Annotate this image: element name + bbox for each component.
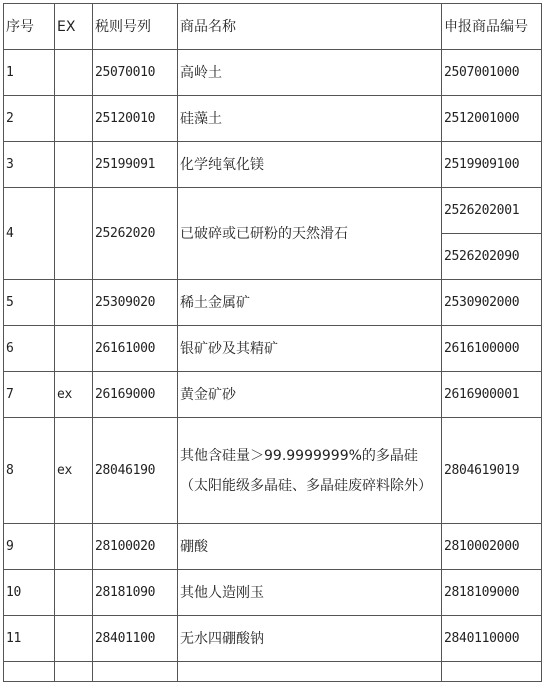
- table-row: [4, 142, 542, 188]
- row-tariff: 28046190: [93, 418, 178, 524]
- row-code: 2616900001: [442, 372, 542, 418]
- row-ex: [55, 570, 93, 616]
- table-row: [4, 188, 542, 280]
- row-code: 2530902000: [442, 280, 542, 326]
- table-row: [4, 524, 542, 570]
- row-tariff: 26161000: [93, 326, 178, 372]
- table-row: [4, 570, 542, 616]
- row-name: 其他含硅量＞99.9999999%的多晶硅（太阳能级多晶硅、多晶硅废碎料除外）: [178, 418, 442, 524]
- row-name: 化学纯氧化镁: [178, 142, 442, 188]
- row-name: 已破碎或已研粉的天然滑石: [178, 188, 442, 280]
- row-code: 2526202001: [444, 203, 520, 218]
- row-tariff: 25309020: [93, 280, 178, 326]
- row-ex: ex: [55, 418, 93, 524]
- row-ex: [55, 326, 93, 372]
- row-name: 黄金矿砂: [178, 372, 442, 418]
- row-seq: 2: [4, 96, 55, 142]
- row-name: 硼酸: [178, 524, 442, 570]
- table-row: [4, 418, 542, 524]
- row-seq: 5: [4, 280, 55, 326]
- row-seq: 3: [4, 142, 55, 188]
- row-seq: 4: [4, 188, 55, 280]
- header-tariff: 税则号列: [93, 4, 178, 50]
- row-seq: 6: [4, 326, 55, 372]
- row-ex: [55, 280, 93, 326]
- row-code: 2519909100: [442, 142, 542, 188]
- row-code: 2526202090: [442, 233, 541, 279]
- row-code: 2507001000: [442, 50, 542, 96]
- row-ex: [55, 142, 93, 188]
- row-tariff: 26169000: [93, 372, 178, 418]
- row-code-split: [442, 188, 542, 280]
- row-ex: [55, 96, 93, 142]
- row-name: 硅藻土: [178, 96, 442, 142]
- row-name: 高岭土: [178, 50, 442, 96]
- table-row: [4, 326, 542, 372]
- row-seq: 9: [4, 524, 55, 570]
- row-code: 2804619019: [442, 418, 542, 524]
- row-tariff: 28100020: [93, 524, 178, 570]
- header-seq: 序号: [4, 4, 55, 50]
- table-row: [4, 50, 542, 96]
- table-row: [4, 372, 542, 418]
- row-tariff: 28401100: [93, 616, 178, 662]
- row-seq: 8: [4, 418, 55, 524]
- tariff-table: [3, 3, 542, 682]
- row-ex: ex: [55, 372, 93, 418]
- table-row: [4, 280, 542, 326]
- table-row-partial: [4, 662, 542, 682]
- row-name: 银矿砂及其精矿: [178, 326, 442, 372]
- row-seq: 10: [4, 570, 55, 616]
- row-seq: 11: [4, 616, 55, 662]
- table-row: [4, 616, 542, 662]
- table-header-row: [4, 4, 542, 50]
- row-ex: [55, 524, 93, 570]
- table-row: [4, 96, 542, 142]
- row-tariff: 25120010: [93, 96, 178, 142]
- row-name: 稀土金属矿: [178, 280, 442, 326]
- row-name: 无水四硼酸钠: [178, 616, 442, 662]
- row-ex: [55, 188, 93, 280]
- row-code: 2512001000: [442, 96, 542, 142]
- row-name: 其他人造刚玉: [178, 570, 442, 616]
- row-tariff: 28181090: [93, 570, 178, 616]
- row-code: 2840110000: [442, 616, 542, 662]
- header-ex: EX: [55, 4, 93, 50]
- row-code: 2616100000: [442, 326, 542, 372]
- row-ex: [55, 616, 93, 662]
- header-code: 申报商品编号: [442, 4, 542, 50]
- row-tariff: 25262020: [93, 188, 178, 280]
- row-tariff: 25199091: [93, 142, 178, 188]
- row-seq: 7: [4, 372, 55, 418]
- row-code: 2810002000: [442, 524, 542, 570]
- row-tariff: 25070010: [93, 50, 178, 96]
- row-seq: 1: [4, 50, 55, 96]
- row-code: 2818109000: [442, 570, 542, 616]
- header-name: 商品名称: [178, 4, 442, 50]
- row-ex: [55, 50, 93, 96]
